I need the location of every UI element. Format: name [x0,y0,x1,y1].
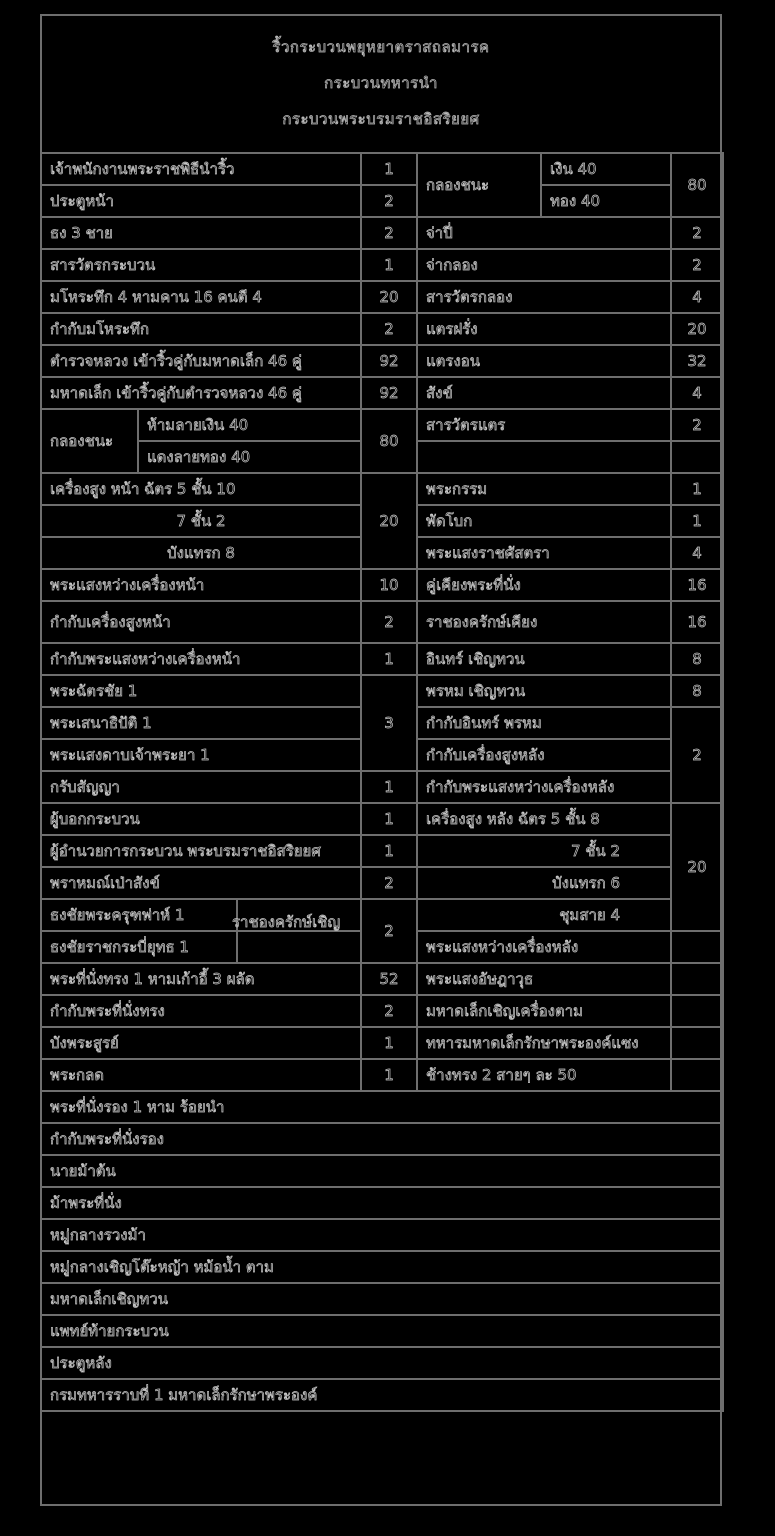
cell-label: เครื่องสูง หลัง ฉัตร 5 ชั้น 8 [417,803,671,835]
cell-count: 2 [671,707,723,803]
cell-label: ทอง 40 [541,185,671,217]
cell-label: เงิน 40 [541,153,671,185]
cell-count: 2 [361,867,417,899]
cell-label: กรมทหารราบที่ 1 มหาดเล็กรักษาพระองค์ [41,1379,723,1411]
cell-label: กำกับพระแสงหว่างเครื่องหลัง [417,771,671,803]
cell-label: กรับสัญญา [41,771,361,803]
table-row [41,899,723,931]
cell-label: สารวัตรกระบวน [41,249,361,281]
table-row [41,675,723,707]
cell-label: ช้างทรง 2 สายๆ ละ 50 [417,1059,671,1091]
cell-label: บังพระสูรย์ [41,1027,361,1059]
cell-count: 52 [361,963,417,995]
cell-label: พระเสนาธิปัติ 1 [41,707,361,739]
cell-label: กลองชนะ [417,153,541,217]
cell-label: พระแสงดาบเจ้าพระยา 1 [41,739,361,771]
cell-label: สารวัตรแตร [417,409,671,441]
cell-label: พระแสงหว่างเครื่องหลัง [417,931,671,963]
cell-label: พระแสงหว่างเครื่องหน้า [41,569,361,601]
table-row [41,1027,723,1059]
cell-count: 10 [361,569,417,601]
table-row [41,1347,723,1379]
cell-label: มโหระทึก 4 หามคาน 16 คนตี 4 [41,281,361,313]
cell-label: ผู้บอกกระบวน [41,803,361,835]
title-line-2: กระบวนทหารนำ [324,74,438,92]
table-row [41,153,723,185]
cell-label: พระที่นั่งทรง 1 หามเก้าอี้ 3 ผลัด [41,963,361,995]
cell-count: 8 [671,643,723,675]
table-row [41,601,723,643]
cell-label: สารวัตรกลอง [417,281,671,313]
cell-count: 2 [671,217,723,249]
table-row [41,1155,723,1187]
table-row [41,771,723,803]
table-row [41,281,723,313]
cell-label: ธงชัยราชกระบี่ยุทธ 1 [42,932,238,962]
cell-label: จ่ากลอง [417,249,671,281]
cell-empty [671,995,723,1027]
cell-count: 2 [361,313,417,345]
cell-label: จ่าปี่ [417,217,671,249]
title-line-3: กระบวนพระบรมราชอิสริยยศ [282,110,480,128]
cell-label: แพทย์ท้ายกระบวน [41,1315,723,1347]
cell-label: หมู่กลางรวงม้า [41,1219,723,1251]
cell-count: 4 [671,537,723,569]
cell-count: 1 [671,505,723,537]
table-row [41,835,723,867]
cell-count: 2 [361,185,417,217]
cell-label: กำกับอินทร์ พรหม [417,707,671,739]
cell-count: 1 [361,835,417,867]
cell-empty [671,963,723,995]
table-row [41,345,723,377]
table-row [41,995,723,1027]
cell-count: 1 [671,473,723,505]
cell-empty [671,1059,723,1091]
table-row [41,217,723,249]
cell-label: ชุมสาย 4 [417,899,671,931]
cell-label: ประตูหน้า [41,185,361,217]
cell-empty [671,441,723,473]
cell-count: 16 [671,601,723,643]
cell-count: 32 [671,345,723,377]
cell-label: พระกรรม [417,473,671,505]
table-row [41,1379,723,1411]
cell-empty [671,931,723,963]
cell-count: 2 [361,995,417,1027]
cell-label: แดงลายทอง 40 [138,441,361,473]
cell-label: กำกับเครื่องสูงหน้า [41,601,361,643]
cell-label: ทหารมหาดเล็กรักษาพระองค์แซง [417,1027,671,1059]
cell-label: เจ้าพนักงานพระราชพิธีนำริ้ว [41,153,361,185]
cell-label: ธง 3 ชาย [41,217,361,249]
cell-label: มหาดเล็กเชิญเครื่องตาม [417,995,671,1027]
cell-label: บังแทรก 8 [41,537,361,569]
cell-label: กำกับพระแสงหว่างเครื่องหน้า [41,643,361,675]
cell-count: 1 [361,803,417,835]
cell-label: พัดโบก [417,505,671,537]
table-row [41,185,723,217]
table-row [41,1251,723,1283]
table-row [41,409,723,441]
cell-label: อินทร์ เชิญทวน [417,643,671,675]
cell-label: พระฉัตรชัย 1 [41,675,361,707]
cell-empty [671,1027,723,1059]
cell-label: พระที่นั่งรอง 1 หาม ร้อยนำ [41,1091,723,1123]
cell-label: กำกับพระที่นั่งรอง [41,1123,723,1155]
cell-label: เครื่องสูง หน้า ฉัตร 5 ชั้น 10 [41,473,361,505]
document-header [40,14,722,152]
cell-label: พราหมณ์เป่าสังข์ [41,867,361,899]
cell-count: 4 [671,281,723,313]
table-row [41,1123,723,1155]
cell-count: 1 [361,643,417,675]
cell-label: นายม้าต้น [41,1155,723,1187]
table-row [41,803,723,835]
table-row [41,643,723,675]
cell-label: มหาดเล็กเชิญทวน [41,1283,723,1315]
cell-count: 20 [361,281,417,313]
table-row [41,1219,723,1251]
cell-count: 1 [361,249,417,281]
table-row [41,867,723,899]
cell-label: กลองชนะ [41,409,138,473]
cell-label: กำกับพระที่นั่งทรง [41,995,361,1027]
cell-label: ราชองครักษ์เชิญ [232,913,341,931]
cell-count: 1 [361,153,417,185]
cell-count: 4 [671,377,723,409]
cell-label: ราชองครักษ์เคียง [417,601,671,643]
title-line-1: ริ้วกระบวนพยุหยาตราสถลมารค [272,38,490,56]
cell-count: 3 [361,675,417,771]
cell-label: 7 ชั้น 2 [41,505,361,537]
table-row [41,1059,723,1091]
table-row [41,1187,723,1219]
cell-count: 20 [671,313,723,345]
cell-label: ม้าพระที่นั่ง [41,1187,723,1219]
cell-label: กำกับมโหระทึก [41,313,361,345]
cell-count: 92 [361,345,417,377]
cell-label: มหาดเล็ก เข้าริ้วคู่กับตำรวจหลวง 46 คู่ [41,377,361,409]
cell-label: พระกลด [41,1059,361,1091]
cell-count: 2 [671,409,723,441]
cell-count: 2 [361,601,417,643]
cell-count: 80 [671,153,723,217]
table-row [41,473,723,505]
table-row [41,1315,723,1347]
cell-count: 1 [361,771,417,803]
cell-count: 20 [361,473,417,569]
cell-count: 1 [361,1027,417,1059]
table-row [41,569,723,601]
cell-label: ธงชัยพระครุฑพ่าห์ 1 [42,900,238,930]
cell-count: 1 [361,1059,417,1091]
cell-count: 80 [361,409,417,473]
cell-count: 8 [671,675,723,707]
cell-label: ประตูหลัง [41,1347,723,1379]
cell-label: พระแสงอัษฎาวุธ [417,963,671,995]
cell-count: 92 [361,377,417,409]
cell-label: พระแสงราชศัสตรา [417,537,671,569]
cell-count: 16 [671,569,723,601]
cell-label: กำกับเครื่องสูงหลัง [417,739,671,771]
cell-count: 2 [361,899,417,963]
table-row [41,313,723,345]
cell-label: ผู้อำนวยการกระบวน พระบรมราชอิสริยยศ [41,835,361,867]
cell-label: แตรงอน [417,345,671,377]
cell-label: แตรฝรั่ง [417,313,671,345]
cell-label: 7 ชั้น 2 [417,835,671,867]
procession-table [40,152,724,1412]
cell-label: ห้ามลายเงิน 40 [138,409,361,441]
cell-label: สังข์ [417,377,671,409]
table-row [41,249,723,281]
cell-label: คู่เคียงพระที่นั่ง [417,569,671,601]
cell-label: หมู่กลางเชิญโต๊ะหญ้า หม้อน้ำ ตาม [41,1251,723,1283]
cell-empty [417,441,671,473]
table-row [41,377,723,409]
cell-count: 2 [361,217,417,249]
cell-count: 20 [671,803,723,931]
cell-count: 2 [671,249,723,281]
table-row [41,1283,723,1315]
cell-label: บังแทรก 6 [417,867,671,899]
table-row [41,963,723,995]
table-row [41,1091,723,1123]
cell-label: พรหม เชิญทวน [417,675,671,707]
cell-label: ตำรวจหลวง เข้าริ้วคู่กับมหาดเล็ก 46 คู่ [41,345,361,377]
